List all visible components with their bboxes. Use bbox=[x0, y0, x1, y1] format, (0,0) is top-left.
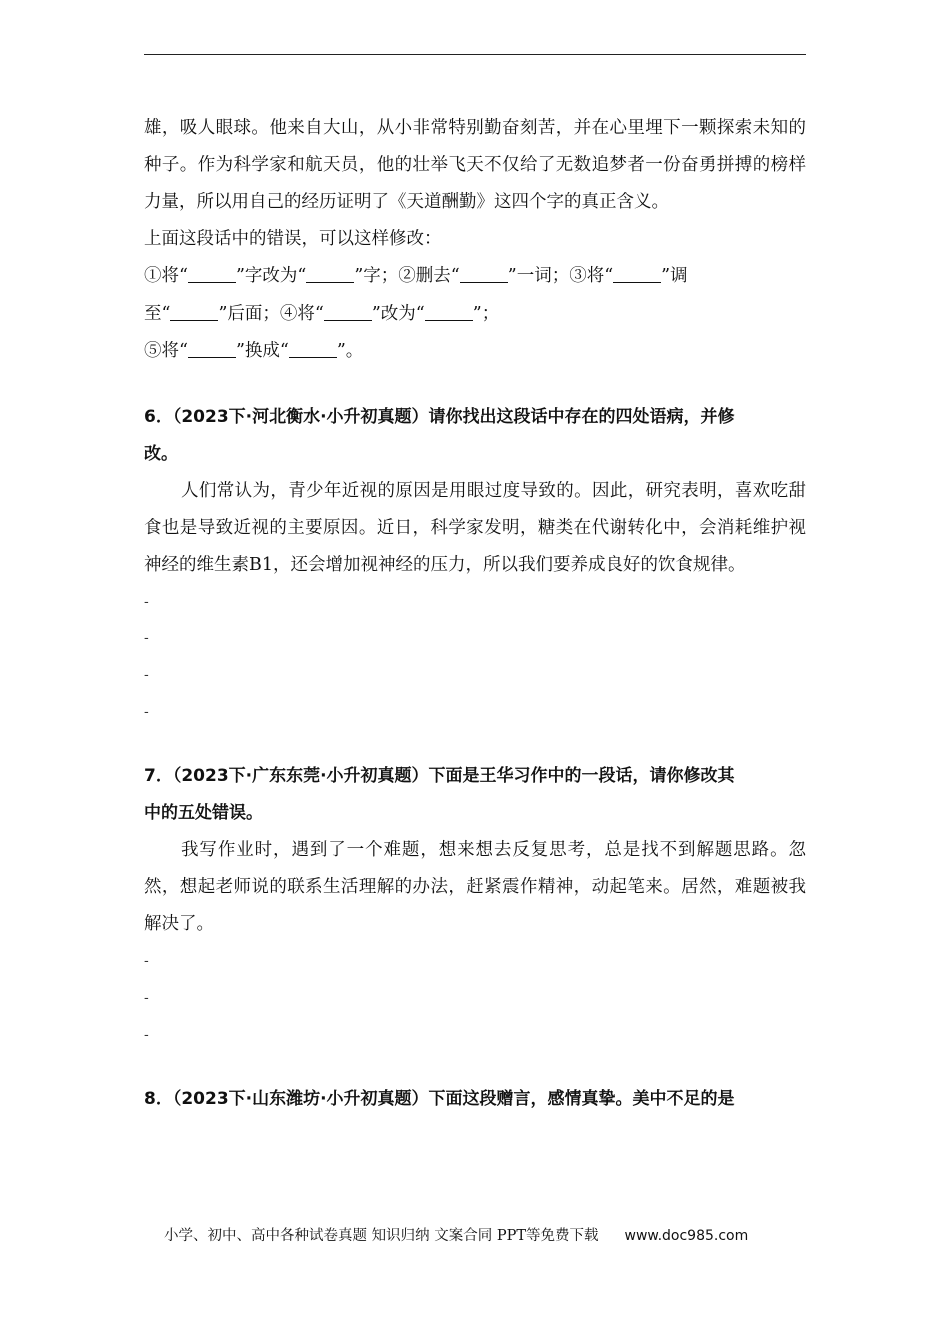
answer-blank[interactable] bbox=[324, 300, 372, 321]
fix-intro: 上面这段话中的错误，可以这样修改： bbox=[144, 229, 442, 249]
answer-line[interactable]: - bbox=[144, 990, 149, 1007]
header-rule bbox=[144, 54, 806, 55]
passage-continued: 雄，吸人眼球。他来自大山，从小非常特别勤奋刻苦，并在心里埋下一颗探索未知的种子。作为科学家和航天员，他的壮举飞天不仅给了无数追梦者一份奋勇拼搏的榜样力量，所以用自己的经历证明了《天道酬勤》这四个字的真正含义。 bbox=[144, 118, 806, 212]
answer-blank[interactable] bbox=[613, 262, 661, 283]
answer-blank[interactable] bbox=[170, 300, 218, 321]
answer-line[interactable]: - bbox=[144, 703, 149, 720]
page-content bbox=[144, 110, 806, 1118]
answer-line[interactable]: - bbox=[144, 630, 149, 647]
footer-url[interactable]: www.doc985.com bbox=[624, 1228, 749, 1244]
question-6-answers bbox=[144, 584, 806, 731]
answer-blank[interactable] bbox=[188, 337, 236, 358]
question-6-passage: 人们常认为，青少年近视的原因是用眼过度导致的。因此，研究表明，喜欢吃甜食也是导致近视的主要原因。近日，科学家发明，糖类在代谢转化中，会消耗维护视神经的维生素B1，还会增加视神经的压力，所以我们要养成良好的饮食规律。 bbox=[144, 480, 806, 575]
answer-line[interactable]: - bbox=[144, 666, 149, 683]
answer-line[interactable]: - bbox=[144, 593, 149, 610]
question-7-passage: 我写作业时，遇到了一个难题，想来想去反复思考，总是找不到解题思路。忽然，想起老师说的联系生活理解的办法，赶紧震作精神，动起笔来。居然，难题被我解决了。 bbox=[144, 840, 806, 935]
answer-blank[interactable] bbox=[188, 262, 236, 283]
fix-line-1: ①将“ ”字改为“ ”字；②删去“ ”一词；③将“ ”调 bbox=[144, 258, 806, 296]
fix-line-2: 至“ ”后面；④将“ ”改为“ ”； bbox=[144, 296, 806, 334]
answer-blank[interactable] bbox=[460, 262, 508, 283]
answer-blank[interactable] bbox=[306, 262, 354, 283]
page-footer bbox=[164, 1224, 748, 1245]
question-8-title: 8．（2023下·山东潍坊·小升初真题）下面这段赠言，感情真挚。美中不足的是 bbox=[144, 1089, 735, 1110]
footer-text: 小学、初中、高中各种试卷真题 知识归纳 文案合同 PPT等免费下载 bbox=[164, 1228, 599, 1244]
answer-line[interactable]: - bbox=[144, 953, 149, 970]
answer-blank[interactable] bbox=[289, 337, 337, 358]
fix-line-3: ⑤将“ ”换成“ ”。 bbox=[144, 333, 806, 371]
question-6-title: 6．（2023下·河北衡水·小升初真题）请你找出这段话中存在的四处语病，并修 改。 bbox=[144, 406, 735, 464]
answer-blank[interactable] bbox=[425, 300, 473, 321]
answer-line[interactable]: - bbox=[144, 1026, 149, 1043]
question-7-answers bbox=[144, 943, 806, 1053]
question-7-title: 7．（2023下·广东东莞·小升初真题）下面是王华习作中的一段话，请你修改其 中的五处错误。 bbox=[144, 766, 735, 824]
